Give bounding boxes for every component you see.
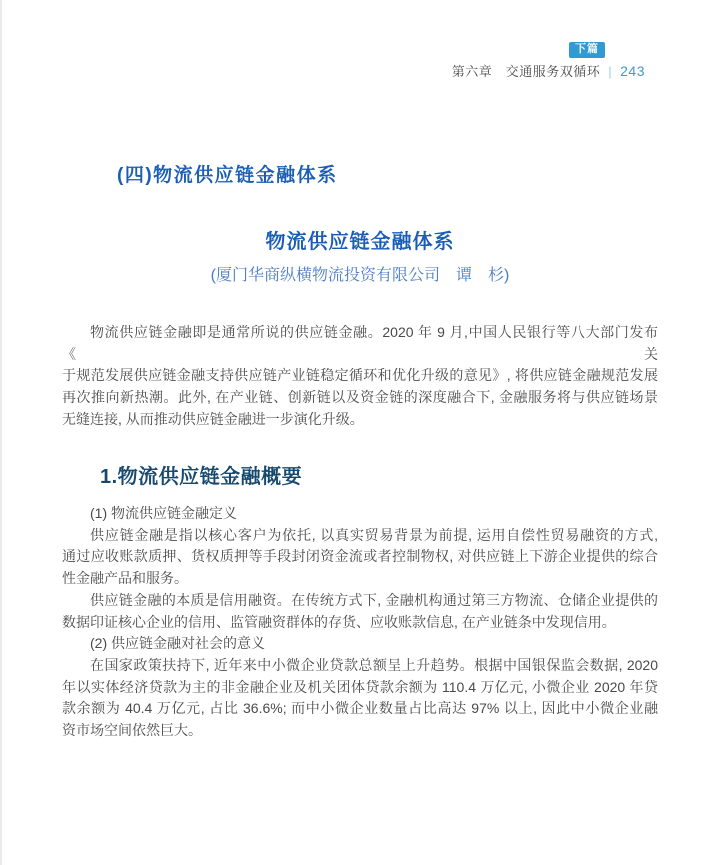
running-header [452,40,645,78]
page-left-edge [0,0,2,865]
body-line: 再次推向新热潮。此外, 在产业链、创新链以及资金链的深度融合下, 金融服务将与供应链场景 [62,389,658,406]
body-line: 供应链金融是指以核心客户为依托, 以真实贸易背景为前提, 运用自偿性贸易融资的方式, [90,526,658,543]
body-line: 数据印证核心企业的信用、监管融资群体的存货、应收账款信息, 在产业链条中发现信用。 [62,613,616,630]
header-separator: | [608,64,613,79]
body-line: (2) 供应链金融对社会的意义 [90,635,265,652]
section-heading: (四)物流供应链金融体系 [117,165,338,186]
body-line: 供应链金融的本质是信用融资。在传统方式下, 金融机构通过第三方物流、仓储企业提供的 [90,591,658,608]
page-number: 243 [620,63,645,79]
numbered-section-heading: 1.物流供应链金融概要 [100,466,303,488]
body-line: 年以实体经济贷款为主的非金融企业及机关团体贷款余额为 110.4 万亿元, 小微企业 2020 年贷 [62,678,658,695]
intro-paragraph [62,322,658,431]
body-line: 于规范发展供应链金融支持供应链产业链稳定循环和优化升级的意见》, 将供应链金融规范发展 [62,367,658,384]
body-line: 通过应收账款质押、货权质押等手段封闭资金流或者控制物权, 对供应链上下游企业提供的综合 [62,548,658,565]
chapter-label: 第六章 交通服务双循环 [451,64,601,79]
body-line: 资市场空间依然巨大。 [62,722,202,739]
chapter-header-line [452,64,645,78]
body-line: 款余额为 40.4 万亿元, 占比 36.6%; 而中小微企业数量占比高达 97% 以上, 因此中小微企业融 [62,700,658,717]
article-title: 物流供应链金融体系 [265,231,455,253]
body-line: 无缝连接, 从而推动供应链金融进一步演化升级。 [62,410,364,427]
main-paragraphs [62,503,658,742]
article-byline: (厦门华商纵横物流投资有限公司 谭 杉) [210,267,510,284]
body-line: 在国家政策扶持下, 近年来中小微企业贷款总额呈上升趋势。根据中国银保监会数据, 2020 [90,656,658,673]
body-line: (1) 物流供应链金融定义 [90,505,237,521]
part-badge: 下篇 [569,42,605,58]
body-line: 物流供应链金融即是通常所说的供应链金融。2020 年 9 月,中国人民银行等八大部门发布《关 [62,324,658,362]
body-line: 性金融产品和服务。 [62,570,188,587]
